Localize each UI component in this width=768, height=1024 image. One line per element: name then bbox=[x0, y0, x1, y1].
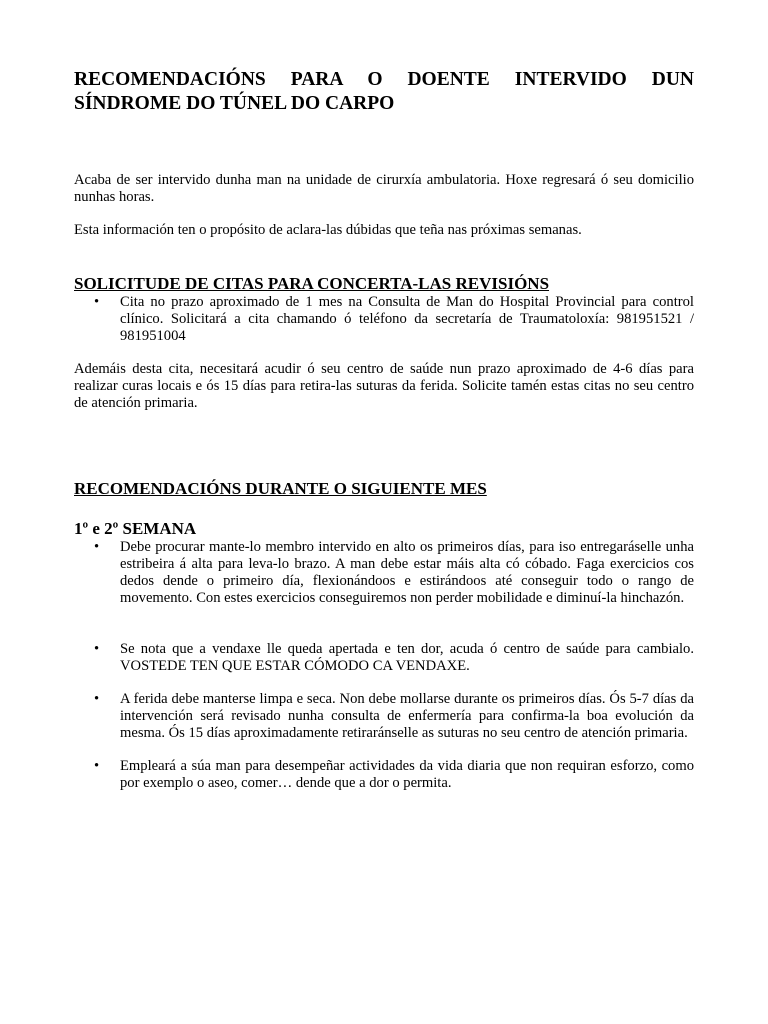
document-title: RECOMENDACIÓNS PARA O DOENTE INTERVIDO DUN SÍNDROME DO TÚNEL DO CARPO bbox=[74, 69, 694, 114]
intro-paragraph: Esta información ten o propósito de aclara-las dúbidas que teña nas próximas semanas. bbox=[74, 222, 582, 238]
list-item-text: Empleará a súa man para desempeñar actividades da vida diaria que non requiran esforzo, como por exemplo o aseo, comer… dende que a dor o permita. bbox=[120, 758, 694, 791]
bullet-icon: • bbox=[94, 294, 100, 310]
intro-paragraph: Acaba de ser intervido dunha man na unidade de cirurxía ambulatoria. Hoxe regresará ó seu domicilio nunhas horas. bbox=[74, 172, 694, 205]
list-item bbox=[74, 539, 694, 607]
list-item bbox=[74, 641, 694, 675]
list-item bbox=[74, 691, 694, 742]
subheading-week: 1º e 2º SEMANA bbox=[74, 519, 197, 538]
citas-paragraph: Ademáis desta cita, necesitará acudir ó seu centro de saúde nun prazo aproximado de 4-6 días para realizar curas locais e ós 15 días para retira-las suturas da ferida. Solicite tamén estas citas no seu centro de atención primaria. bbox=[74, 361, 694, 411]
citas-bullet-list bbox=[74, 294, 694, 345]
section-heading-recomendacions: RECOMENDACIÓNS DURANTE O SIGUIENTE MES bbox=[74, 479, 487, 498]
list-item-text: Se nota que a vendaxe lle queda apertada e ten dor, acuda ó centro de saúde para cambialo. VOSTEDE TEN QUE ESTAR CÓMODO CA VENDAXE. bbox=[120, 641, 694, 674]
recomendacions-bullet-list bbox=[74, 539, 694, 792]
list-item-text: Cita no prazo aproximado de 1 mes na Consulta de Man do Hospital Provincial para control clínico. Solicitará a cita chamando ó teléfono da secretaría de Traumatoloxía: 981951521 / 981951004 bbox=[120, 294, 694, 344]
list-item-text: Debe procurar mante-lo membro intervido en alto os primeiros días, para iso entregaráselle unha estribeira á alta para leva-lo brazo. A man debe estar máis alta có cóbado. Faga exercicios cos dedos dende o primeiro día, flexionándoos e estirándoos até conseguir todo o rango de movemento. Con estes exercicios conseguiremos non perder mobilidade e diminuí-la hinchazón. bbox=[120, 539, 694, 606]
list-item-text: A ferida debe manterse limpa e seca. Non debe mollarse durante os primeiros días. Ós 5-7 días da intervención será revisado nunha consulta de enfermería para confirma-la boa evolución da mesma. Ós 15 días aproximadamente retiraránselle as suturas no seu centro de atención primaria. bbox=[120, 691, 694, 741]
bullet-icon: • bbox=[94, 539, 100, 555]
list-item bbox=[74, 294, 694, 345]
bullet-icon: • bbox=[94, 691, 100, 707]
list-item bbox=[74, 758, 694, 792]
bullet-icon: • bbox=[94, 641, 100, 657]
section-heading-citas: SOLICITUDE DE CITAS PARA CONCERTA-LAS REVISIÓNS bbox=[74, 274, 550, 293]
bullet-icon: • bbox=[94, 758, 100, 774]
